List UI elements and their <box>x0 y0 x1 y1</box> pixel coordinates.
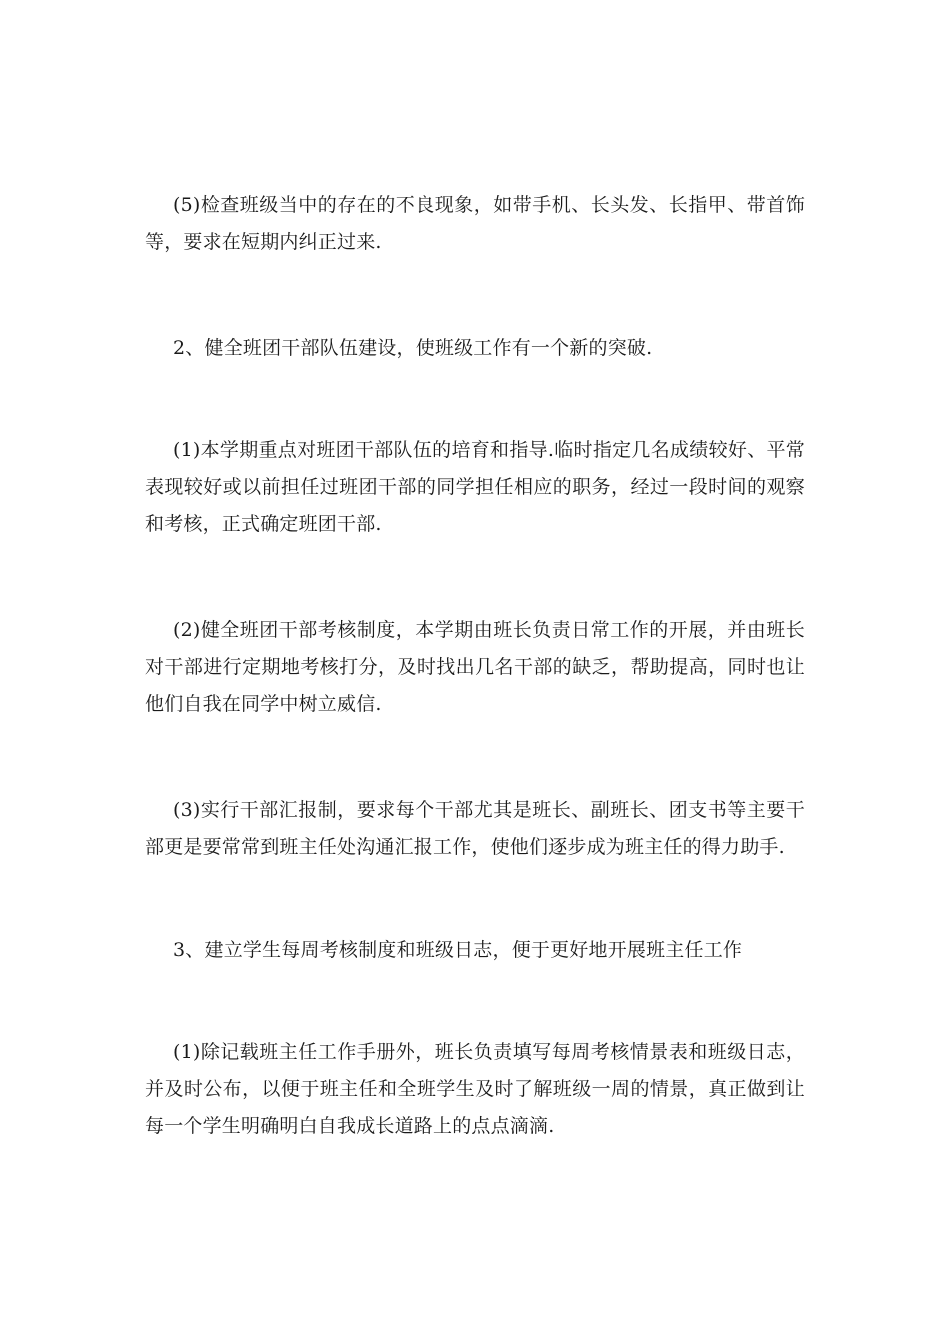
paragraph-item-5-bad-habits: (5)检查班级当中的存在的不良现象，如带手机、长头发、长指甲、带首饰等，要求在短期内纠正过来. <box>145 194 805 253</box>
paragraph-item-3-reporting-system: (3)实行干部汇报制，要求每个干部尤其是班长、副班长、团支书等主要干部更是要常常到班主任处沟通汇报工作，使他们逐步成为班主任的得力助手. <box>145 799 805 858</box>
paragraph-item-1-class-log: (1)除记载班主任工作手册外，班长负责填写每周考核情景表和班级日志，并及时公布，以便于班主任和全班学生及时了解班级一周的情景，真正做到让每一个学生明确明白自我成长道路上的点点滴滴. <box>145 1041 805 1137</box>
section-heading-2-cadre-team: 2、健全班团干部队伍建设，使班级工作有一个新的突破. <box>173 337 653 359</box>
section-heading-3-weekly-assessment: 3、建立学生每周考核制度和班级日志，便于更好地开展班主任工作 <box>173 939 743 961</box>
paragraph-item-2-cadre-assessment: (2)健全班团干部考核制度，本学期由班长负责日常工作的开展，并由班长对干部进行定期地考核打分，及时找出几名干部的缺乏，帮助提高，同时也让他们自我在同学中树立威信. <box>145 619 805 715</box>
paragraph-item-1-cadre-training: (1)本学期重点对班团干部队伍的培育和指导.临时指定几名成绩较好、平常表现较好或以前担任过班团干部的同学担任相应的职务，经过一段时间的观察和考核，正式确定班团干部. <box>145 439 805 535</box>
